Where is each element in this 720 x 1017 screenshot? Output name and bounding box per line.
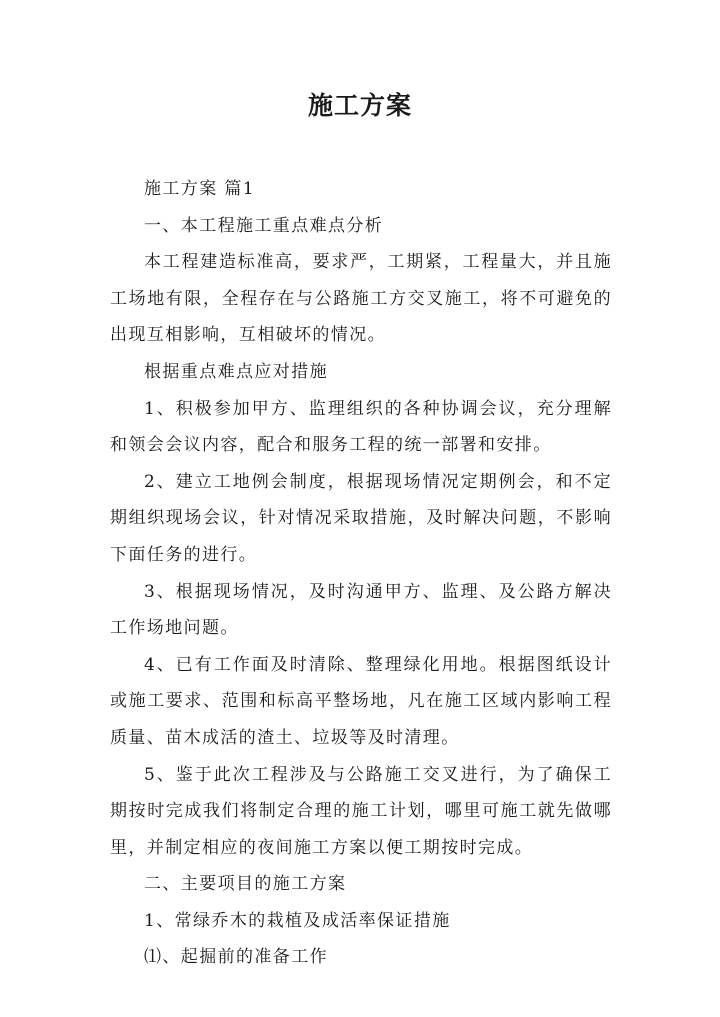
list-item-5: 5、鉴于此次工程涉及与公路施工交叉进行，为了确保工期按时完成我们将制定合理的施工计划，哪里可施工就先做哪里，并制定相应的夜间施工方案以便工期按时完成。 [110, 764, 612, 858]
section-heading-main-items: 二、主要项目的施工方案 [144, 874, 347, 895]
subheading-evergreen-trees: 1、常绿乔木的栽植及成活率保证措施 [144, 910, 451, 931]
list-item-4: 4、已有工作面及时清除、整理绿化用地。根据图纸设计或施工要求、范围和标高平整场地，凡在施工区域内影响工程质量、苗木成活的渣土、垃圾等及时清理。 [110, 654, 612, 748]
document-title: 施工方案 [307, 91, 412, 120]
list-item-3: 3、根据现场情况，及时沟通甲方、监理、及公路方解决工作场地问题。 [110, 581, 612, 639]
section-heading-part-1: 施工方案 篇1 [144, 179, 256, 199]
list-item-1: 1、积极参加甲方、监理组织的各种协调会议，充分理解和领会会议内容，配合和服务工程的统一部署和安排。 [110, 398, 612, 456]
section-heading-difficulty-analysis: 一、本工程施工重点难点分析 [144, 215, 384, 236]
document-body [110, 171, 612, 976]
subheading-preparation: ⑴、起掘前的准备工作 [144, 947, 328, 968]
list-item-2: 2、建立工地例会制度，根据现场情况定期例会，和不定期组织现场会议，针对情况采取措施，及时解决问题，不影响下面任务的进行。 [110, 471, 612, 565]
paragraph-project-overview: 本工程建造标准高，要求严，工期紧，工程量大，并且施工场地有限，全程存在与公路施工方交叉施工，将不可避免的出现互相影响，互相破坏的情况。 [110, 252, 612, 346]
subheading-countermeasures: 根据重点难点应对措施 [144, 361, 328, 382]
